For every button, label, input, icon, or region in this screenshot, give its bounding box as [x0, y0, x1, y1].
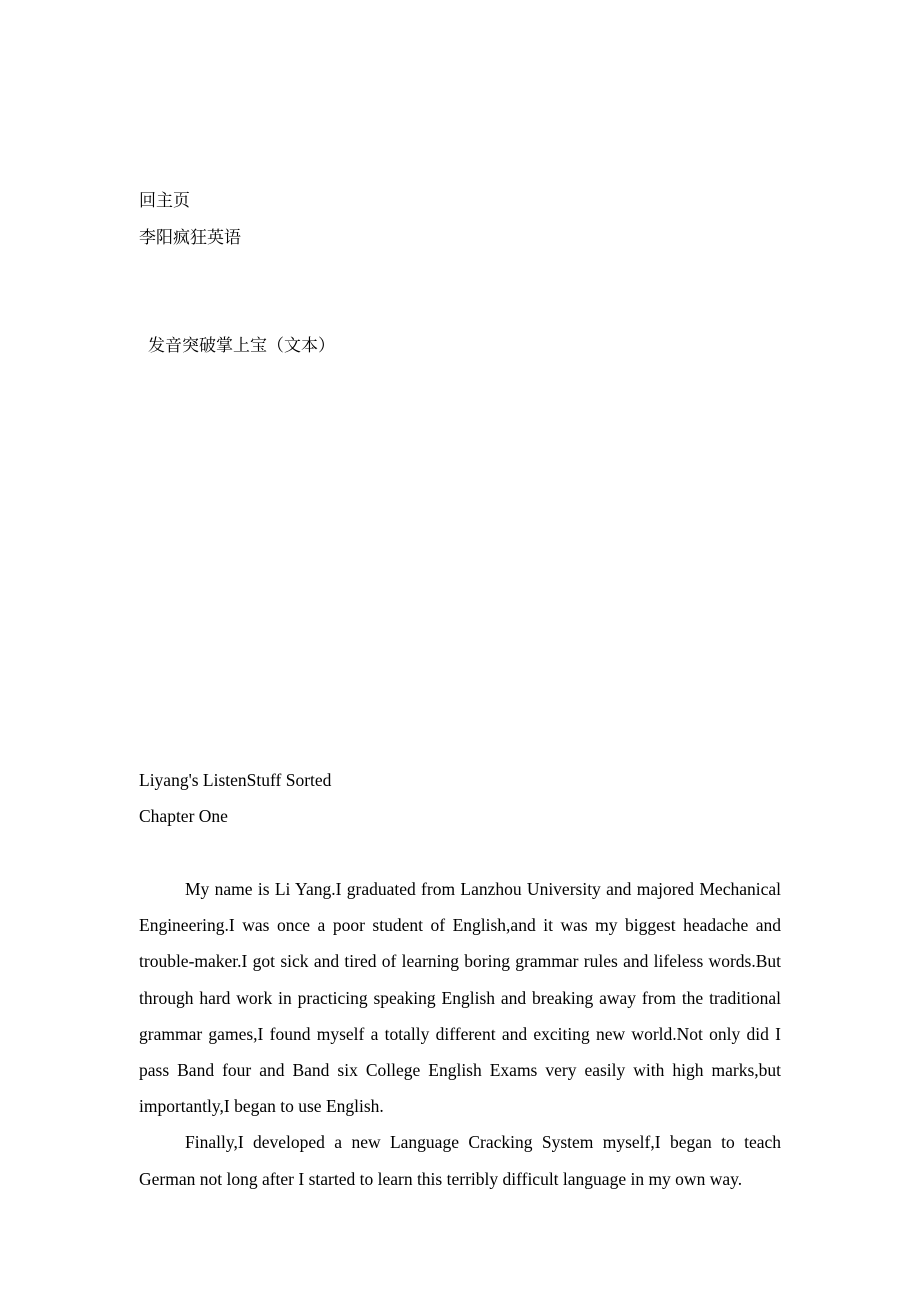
paragraph: Finally,I developed a new Language Cracking System myself,I began to teach German not long after I started to learn this terribly difficult language in my own way. [139, 1132, 781, 1189]
home-link[interactable]: 回主页 [139, 191, 190, 211]
site-title: 李阳疯狂英语 [139, 228, 241, 248]
chapter-body [139, 871, 781, 1197]
page-heading: 发音突破掌上宝（文本） [148, 336, 335, 356]
book-title: Liyang's ListenStuff Sorted [139, 770, 332, 790]
paragraph: My name is Li Yang.I graduated from Lanzhou University and majored Mechanical Engineering.I was once a poor student of English,and it was my biggest headache and trouble-maker.I got sick and tired of learning boring grammar rules and lifeless words.But through hard work in practicing speaking English and breaking away from the traditional grammar games,I found myself a totally different and exciting new world.Not only did I pass Band four and Band six College English Exams very easily with high marks,but importantly,I began to use English. [139, 879, 781, 1117]
chapter-title: Chapter One [139, 806, 228, 826]
